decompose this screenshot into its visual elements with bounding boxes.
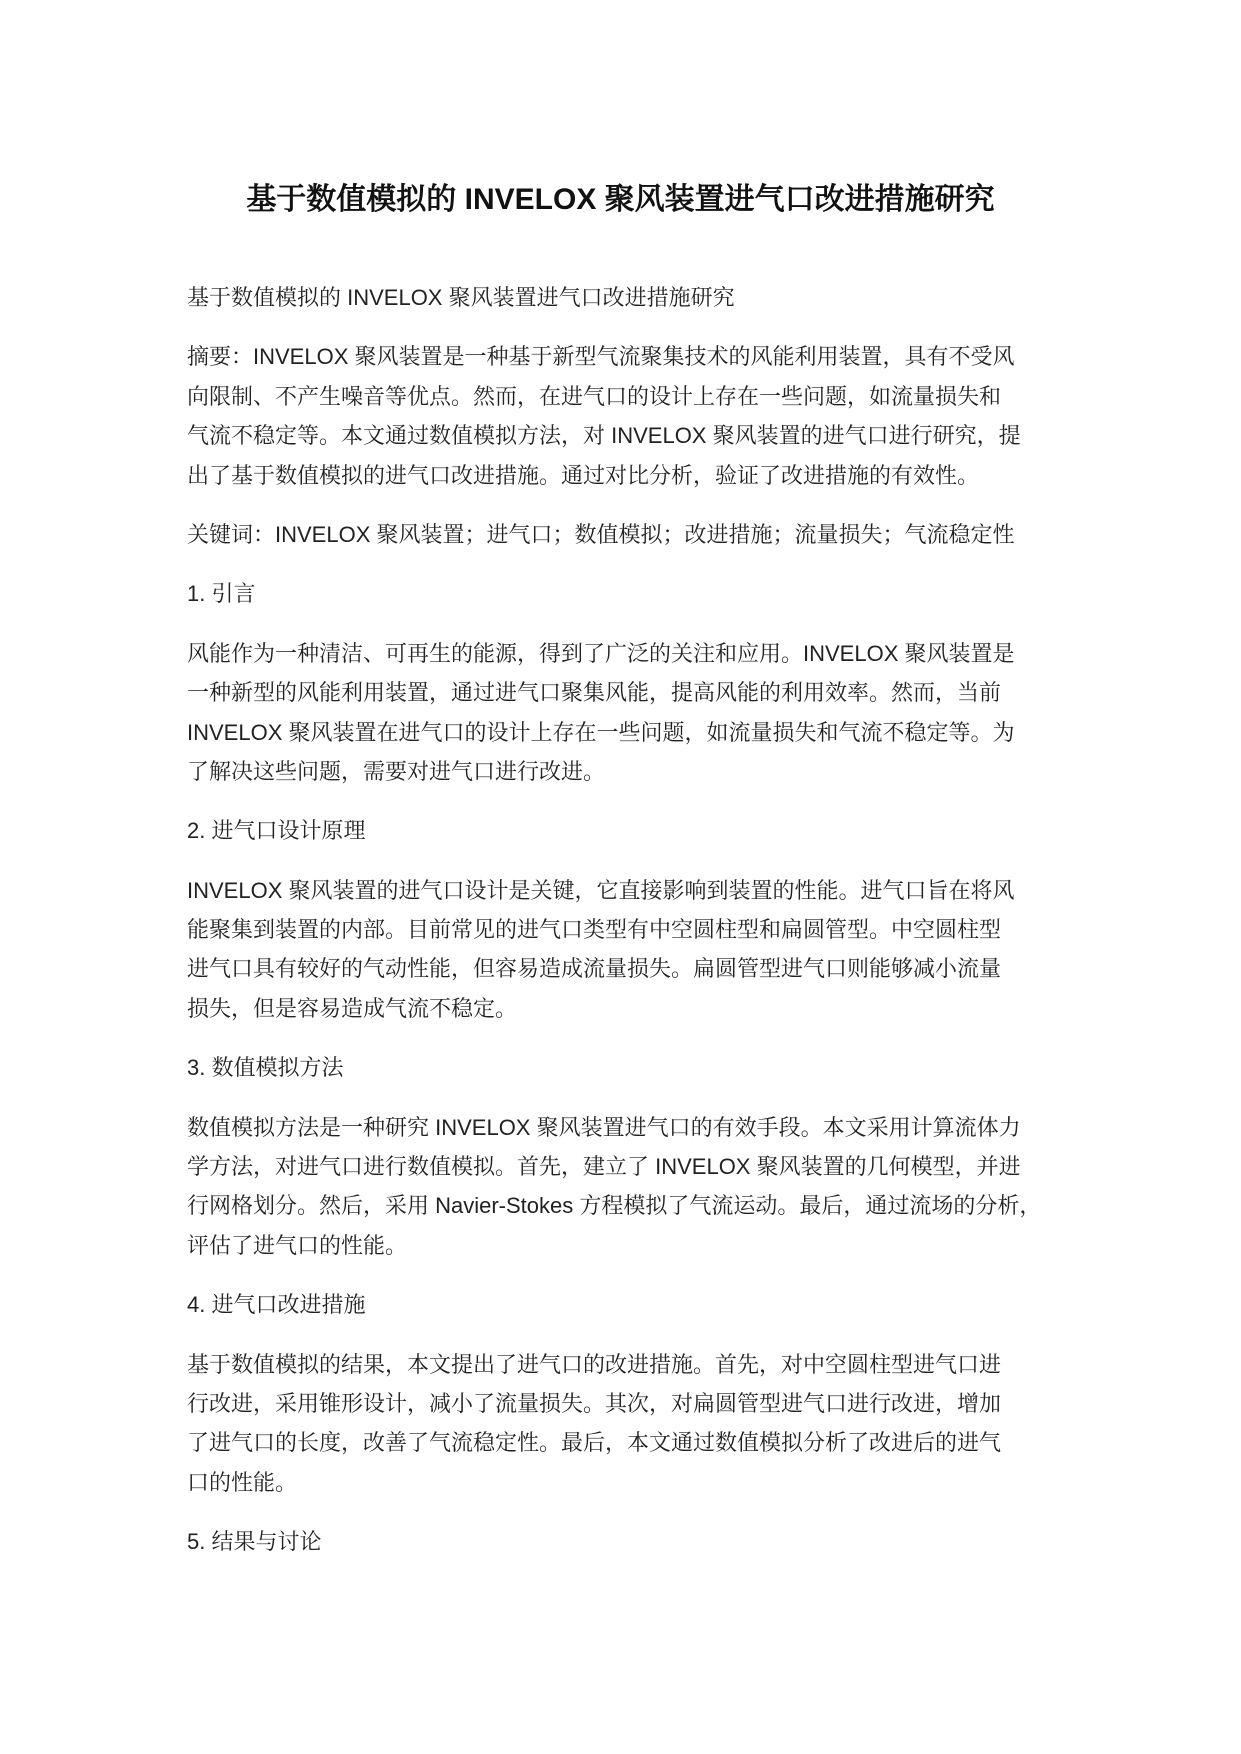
document-body (187, 278, 1067, 1582)
paragraph-line: 学方法，对进气口进行数值模拟。首先，建立了 INVELOX 聚风装置的几何模型，并进 (187, 1154, 1021, 1180)
paragraph-line: 行网格划分。然后，采用 Navier-Stokes 方程模拟了气流运动。最后，通过流场的分析， (187, 1193, 1042, 1219)
document-subtitle: 基于数值模拟的 INVELOX 聚风装置进气口改进措施研究 (187, 285, 735, 310)
section-heading: 1. 引言 (187, 581, 256, 607)
abstract-line: 出了基于数值模拟的进气口改进措施。通过对比分析，验证了改进措施的有效性。 (187, 462, 980, 488)
section-paragraph (187, 1345, 1067, 1503)
keywords-line: 关键词：INVELOX 聚风装置；进气口；数值模拟；改进措施；流量损失；气流稳定性 (187, 521, 1015, 547)
paragraph-line: 了进气口的长度，改善了气流稳定性。最后，本文通过数值模拟分析了改进后的进气 (187, 1430, 1002, 1456)
abstract-line: 气流不稳定等。本文通过数值模拟方法，对 INVELOX 聚风装置的进气口进行研究，提 (187, 423, 1021, 449)
section-heading: 4. 进气口改进措施 (187, 1292, 366, 1318)
section-heading-block (187, 1048, 1067, 1087)
section-paragraph (187, 634, 1067, 792)
paragraph-line: INVELOX 聚风装置的进气口设计是关键，它直接影响到装置的性能。进气口旨在将风 (187, 877, 1015, 903)
section-heading: 5. 结果与讨论 (187, 1529, 322, 1555)
abstract-line: 向限制、不产生噪音等优点。然而，在进气口的设计上存在一些问题，如流量损失和 (187, 383, 1002, 409)
abstract-line: 摘要：INVELOX 聚风装置是一种基于新型气流聚集技术的风能利用装置，具有不受风 (187, 344, 1015, 370)
section-heading-block (187, 574, 1067, 613)
paragraph-line: 一种新型的风能利用装置，通过进气口聚集风能，提高风能的利用效率。然而，当前 (187, 680, 1002, 706)
section-paragraph (187, 1108, 1067, 1266)
paragraph-line: INVELOX 聚风装置在进气口的设计上存在一些问题，如流量损失和气流不稳定等。为 (187, 719, 1015, 745)
paragraph-line: 数值模拟方法是一种研究 INVELOX 聚风装置进气口的有效手段。本文采用计算流体力 (187, 1114, 1021, 1140)
paragraph-line: 基于数值模拟的结果，本文提出了进气口的改进措施。首先，对中空圆柱型进气口进 (187, 1351, 1002, 1377)
paragraph-line: 能聚集到装置的内部。目前常见的进气口类型有中空圆柱型和扁圆管型。中空圆柱型 (187, 917, 1002, 943)
paragraph-line: 评估了进气口的性能。 (187, 1232, 408, 1258)
paragraph-line: 行改进，采用锥形设计，减小了流量损失。其次，对扁圆管型进气口进行改进，增加 (187, 1390, 1002, 1416)
section-heading: 3. 数值模拟方法 (187, 1055, 344, 1081)
paragraph-line: 进气口具有较好的气动性能，但容易造成流量损失。扁圆管型进气口则能够减小流量 (187, 956, 1002, 982)
section-heading-block (187, 811, 1067, 850)
document-subtitle-block (187, 278, 1067, 317)
paragraph-line: 了解决这些问题，需要对进气口进行改进。 (187, 758, 606, 784)
section-heading-block (187, 1285, 1067, 1324)
paragraph-line: 损失，但是容易造成气流不稳定。 (187, 995, 518, 1021)
section-heading-block (187, 1522, 1067, 1561)
paragraph-line: 风能作为一种清洁、可再生的能源，得到了广泛的关注和应用。INVELOX 聚风装置是 (187, 640, 1015, 666)
page-title: 基于数值模拟的 INVELOX 聚风装置进气口改进措施研究 (246, 183, 995, 216)
section-heading: 2. 进气口设计原理 (187, 818, 366, 844)
abstract-paragraph (187, 337, 1067, 495)
paragraph-line: 口的性能。 (187, 1469, 298, 1495)
section-paragraph (187, 871, 1067, 1029)
keywords-paragraph (187, 515, 1067, 554)
